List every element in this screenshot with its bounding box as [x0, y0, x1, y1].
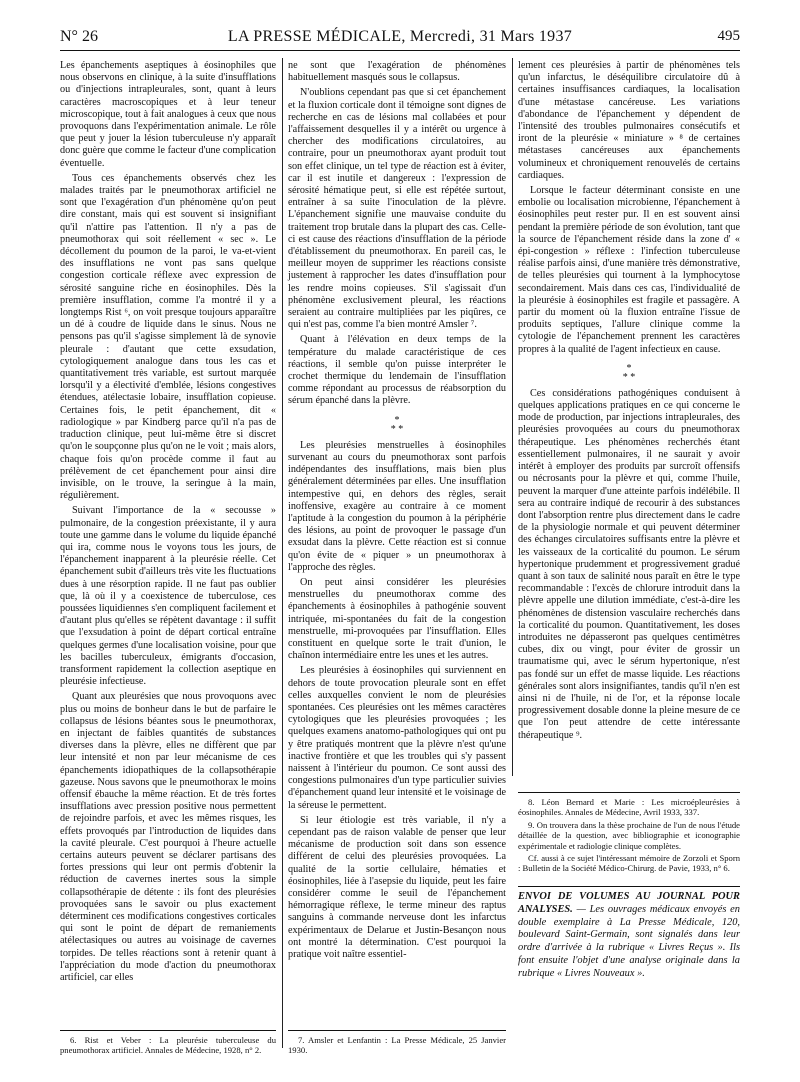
- issue-number: N° 26: [60, 28, 98, 45]
- paragraph: lement ces pleurésies à partir de phénomènes tels qu'un infarctus, le déséquilibre circulatoire dû à certaines insuffisances cardiaques, la localisation d'une métastase cancéreuse. Les variations d'abondance de l'épanchement y dépendent de l'intensité des troubles pulmonaires consécutifs et iront de la pleurésie « miniature » ⁸ de certaines métastases cancéreuses aux épanchements volumineux et chroniquement renouvelés de certains cardiaques.: [518, 60, 740, 181]
- paragraph: N'oublions cependant pas que si cet épanchement et la fluxion corticale dont il témoigne sont dignes de recherche en cas de lésions mal collabées et pour l'affaissement desquelles il y a intérêt ou urgence à chercher des modifications circulatoires, au contraire, pour un pneumothorax ayant produit tout son effet clinique, un tel type de réaction est à éviter, car il est inutile et dangereux : l'expression de sérosité hématique peut, si elle est répétée surtout, entraîner à sa suite l'inoculation de la plèvre. L'épanchement signifie une mauvaise conduite du traitement trop brutale dans la plupart des cas. Celle-ci est cause des réactions d'insufflation de la période d'établissement du pneumothorax. En pareil cas, le meilleur moyen de supprimer les réactions consiste justement à rapprocher les dates d'insufflation pour les rendre moins copieuses. S'il s'agissait d'un phénomène exclusivement pleural, les réactions seraient au contraire multipliées par les piqûres, ce qui n'est pas, comme l'a bien montré Amsler ⁷.: [288, 87, 506, 331]
- paragraph: Suivant l'importance de la « secousse » pulmonaire, de la congestion préexistante, il y aura toute une gamme dans le volume du liquide épanché qui ira, comme nous le voyons tous les jours, de l'épanchement inapparent à la pleurésie réelle. Cet épanchement subit d'ailleurs très vite les fluctuations dues à une résorption rapide. Il ne faut pas oublier que, là où il y a coexistence de tuberculose, ces poussées liquidiennes s'en compliquent facilement et d'autant plus qu'elles se répètent davantage : il suffit que l'exsudation à point de départ cortical entraîne quelques germes d'une localisation voisine, pour que les bacilles tuberculeux, émigrants d'occasion, transforment rapidement la collection aseptique en pleurésie infectieuse.: [60, 505, 276, 688]
- footnote: 7. Amsler et Lenfantin : La Presse Médicale, 25 Janvier 1930.: [288, 1035, 506, 1056]
- paragraph: Ces considérations pathogéniques conduisent à quelques applications pratiques en ce qui concerne le mode de production, par injections intrapleurales, des pleurésies provoquées au cours du pneumothorax thérapeutique. Les phénomènes recherchés étant essentiellement pulmonaires, il ne saurait y avoir intérêt à employer des produits par surcroît offensifs ou nécrosants pour la plèvre et qui, comme l'huile, peuvent la marquer d'une atteinte parfois indélébile. Il sera au contraire indiqué de recourir à des substances dont l'absorption rentre plus directement dans le cadre de la physiologie normale et qui peuvent déterminer des échanges circulatoires suffisants entre la plèvre et les vaisseaux de la corticalité du poumon. Le sérum hypertonique prudemment et progressivement gradué quant à son taux de salinité nous paraît en être le type recommandable : l'excès de chlorure introduit dans la plèvre appelle une dilution immédiate, c'est-à-dire les phénomènes de distension vasculaire recherchés dans la corticalité du poumon. Quantitativement, les doses introduites ne dépasseront pas quelques centimètres cubes, dix ou vingt, pour éviter de grossir un traumatisme qui, avec le sérum hypertonique, n'est pas fondé sur un effet de masse liquide. Les réactions générales sont alors insignifiantes, tandis qu'il n'en est ainsi ni de l'huile, ni de l'or, et la réponse locale progressivement dosable donne la pleine mesure de ce que l'on peut attendre de cette intéressante thérapeutique ⁹.: [518, 387, 740, 741]
- section-separator: * * *: [390, 414, 404, 435]
- footnotes-column-1: [60, 1030, 276, 1058]
- column-2: [288, 60, 506, 964]
- footnote-rule: [288, 1030, 506, 1031]
- column-1: [60, 60, 276, 987]
- page-header: [60, 28, 740, 48]
- footnotes-column-2: [288, 1030, 506, 1058]
- paragraph: Tous ces épanchements observés chez les malades traités par le pneumothorax artificiel ne sont que l'exagération d'un phénomène qu'on peut dire constant, mais qui est souvent si insignifiant qu'il n'attire pas l'attention. Il n'y a pas de pneumothorax qui soit réellement « sec ». Le décollement du poumon de la paroi, le va-et-vient des insufflations ne vont pas sans quelque congestion corticale réflexe avec expression de sérosité sanguine riche en éosinophiles. Dès la première insufflation, comme l'a montré il y a longtemps Rist ⁶, on voit presque toujours apparaître un dé à coudre de liquide dans le sinus. Nous ne pensons pas qu'il s'agisse simplement là de synovie pleurale : d'autant que cette exsudation, cytologiquement analogue dans tous les cas et quantitativement très variable, est surtout marquée lorsqu'il y a électivité d'emblée, lésions congestives étendues, atélectasie lobaire, insufflation copieuse. Certaines fois, le petit épanchement, dit « radiologique » par Kindberg parce qu'il n'a pas de traduction clinique, peut lui-même être si discret qu'on le soupçonne plus qu'on ne le voit ; mais alors, chaque fois qu'on procède comme il faut au prélèvement de cet épanchement pour ainsi dire invisible, on le trouve, la seringue à la main, régulièrement.: [60, 172, 276, 502]
- paragraph: Quant aux pleurésies que nous provoquons avec plus ou moins de bonheur dans le but de parfaire le collapsus de lésions béantes sous le pneumothorax, en injectant de faibles quantités de substances diverses dans la plèvre, elles ne diffèrent que par leur intensité et non par leur mécanisme de ces épanchements idiopathiques de la collapsothérapie gazeuse. Nous savons que le pneumothorax le moins offensif ébauche la même réaction. Et de très fortes insufflations avec pression positive nous permettent de rejoindre parfois, et avec les mêmes risques, les effets provoqués par l'introduction de liquides dans la cavité pleurale. C'est pourquoi à l'heure actuelle certains auteurs peuvent se déclarer partisans des fortes pressions qui leur ont permis d'obtenir la réduction de cavernes inertes sous la simple collapsothérapie de détente : ils font des pleurésies provoquées sans le savoir ou plus exactement déterminent ces modifications congestives corticales qui sont le point de départ de remaniements atélectasiques ou autres au voisinage de cavernes torpides. De telles réactions sont à retenir quant à l'appréciation du mode d'action du pneumothorax artificiel, car elles: [60, 691, 276, 984]
- paragraph: Quant à l'élévation en deux temps de la température du malade caractéristique de ces réactions, il semble qu'on puisse interpréter le crochet thermique du lendemain de l'insufflation comme répondant au processus de réabsorption du sérum épanché dans la plèvre.: [288, 334, 506, 407]
- paragraph: Les pleurésies à éosinophiles qui surviennent en dehors de toute provocation pleurale sont en effet celles auxquelles convient le nom de pleurésies spontanées. Ces pleurésies ont les mêmes caractères cytologiques que les pleurésies provoquées ; les quelques examens anatomo-pathologiques qui ont pu y être pratiqués montrent que la plèvre n'est qu'une inactive frontière et que les troubles qui s'y passent naissent à l'intérieur du poumon. Ce sont aussi des congestions pulmonaires d'un type particulier suivies d'épanchement quand leur intensité et le voisinage de la séreuse le permettent.: [288, 665, 506, 811]
- paragraph: On peut ainsi considérer les pleurésies menstruelles du pneumothorax comme des épanchements à éosinophiles à pathogénie souvent intriquée, mi-spontanées du fait de la congestion menstruelle, mi-provoquées par l'insufflation. Elles constituent en quelque sorte le trait d'union, le chaînon intermédiaire entre les unes et les autres.: [288, 576, 506, 662]
- section-separator: * * *: [622, 362, 636, 383]
- envoi-text: [518, 891, 740, 981]
- footnote: 9. On trouvera dans la thèse prochaine de l'un de nous l'étude détaillée de la question, avec bibliographie et iconographie expérimentale et radiologie clinique complètes.: [518, 819, 740, 851]
- footnote: 6. Rist et Veber : La pleurésie tuberculeuse du pneumothorax artificiel. Annales de Médecine, 1928, n° 2.: [60, 1035, 276, 1056]
- column-divider: [512, 58, 513, 776]
- footnote-rule: [60, 1030, 276, 1031]
- column-3: [518, 60, 740, 745]
- footnote-rule: [518, 792, 740, 793]
- journal-title: LA PRESSE MÉDICALE, Mercredi, 31 Mars 1937: [227, 28, 573, 45]
- paragraph: ne sont que l'exagération de phénomènes habituellement masqués sous le collapsus.: [288, 60, 506, 84]
- envoi-notice: [518, 886, 740, 981]
- envoi-heading: ENVOI DE VOLUMES AU JOURNAL POUR ANALYSES.: [518, 891, 740, 915]
- footnote: 8. Léon Bernard et Marie : Les microépleurésies à éosinophiles. Annales de Médecine, Avril 1933, 337.: [518, 797, 740, 818]
- paragraph: Les pleurésies menstruelles à éosinophiles survenant au cours du pneumothorax sont parfois indépendantes des insufflations, mais bien plus généralement déterminées par elles. Une insufflation intempestive qui, en dehors des règles, serait inoffensive, exagère au contraire à ce moment l'aptitude à la congestion du poumon à la périphérie des lésions, au point de provoquer le passage d'un exsudat dans la plèvre. Cette réaction est si connue qu'on évite de « piquer » un pneumothorax à l'approche des règles.: [288, 439, 506, 573]
- column-divider: [282, 58, 283, 1048]
- paragraph: Les épanchements aseptiques à éosinophiles que nous observons en clinique, à la suite d'insufflations ou d'injections intrapleurales, sont, quant à leurs caractères macroscopiques et à leur teneur microscopique, tout à fait analogues à ceux que nous provoquons dans l'expérimentation animale. Le rôle que peut y jouer la lésion tuberculeuse n'y apparaît donc guère que comme le facteur d'une complication éventuelle.: [60, 60, 276, 169]
- paragraph: Si leur étiologie est très variable, il n'y a cependant pas de raison valable de penser que leur mécanisme de production soit dans son essence différent de celui des pleurésies provoquées. La qualité de la sortie cellulaire, hématies et éosinophiles, liée à l'asepsie du liquide, peut les faire considérer comme le seuil de l'épanchement hémorragique réflexe, le terme mineur des raptus sanguins à commande nerveuse dont les infarctus expérimentaux de Delarue et Justin-Besançon nous ont montré la détermination. C'est pourquoi la pratique voit naître essentiel-: [288, 814, 506, 961]
- header-rule: [60, 50, 740, 51]
- footnotes-column-3: [518, 792, 740, 876]
- page-number: 495: [717, 28, 740, 44]
- envoi-body: — Les ouvrages médicaux envoyés en double exemplaire à La Presse Médicale, 120, boulevard Saint-Germain, sont signalés dans leur ordre d'arrivée à la rubrique « Livres Reçus ». Ils font ensuite l'objet d'une analyse originale dans la rubrique « Livres Nouveaux ».: [518, 903, 740, 979]
- paragraph: Lorsque le facteur déterminant consiste en une embolie ou localisation microbienne, l'épanchement à éosinophiles peut rester pur. Il en est souvent ainsi pendant la première période de son évolution, tant que la source de l'épanchement réside dans la zone d' « épi-congestion » réflexe : l'infection tuberculeuse réalise parfois ainsi, d'une manière très démonstrative, de telles pleurésies qui tournent à la lymphocytose secondairement. Mais dans ces cas, l'individualité de la pleurésie à éosinophiles est fragile et passagère. A partir du moment où la fluxion entraîne l'issue de produits septiques, l'allure clinique comme la cytologie de l'épanchement prennent les caractères propres à la qualité de l'agent infectieux en cause.: [518, 185, 740, 355]
- footnote: Cf. aussi à ce sujet l'intéressant mémoire de Zorzoli et Sporn : Bulletin de la Société Médico-Chirurg. de Pavie, 1933, n° 6.: [518, 853, 740, 874]
